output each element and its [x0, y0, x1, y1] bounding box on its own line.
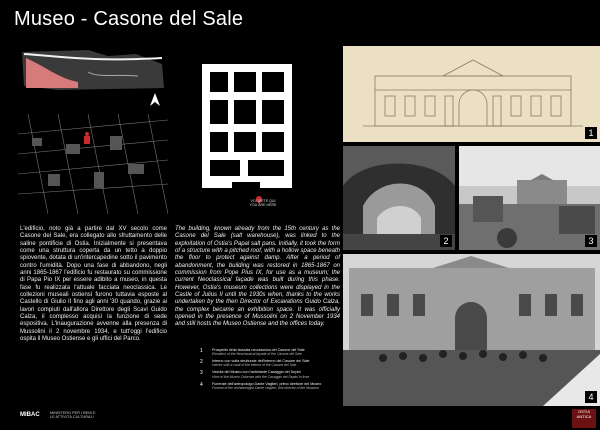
museum-floor-plan	[200, 62, 298, 212]
caption-number: 1	[200, 348, 203, 354]
caption-text-it: Veduta del Museo con l'antistante Casaggio dei Depini	[212, 370, 302, 375]
logo-line: OSTIA	[577, 409, 590, 414]
north-arrow-icon	[148, 92, 162, 108]
caption-number: 3	[200, 370, 203, 377]
caption-number: 4	[200, 381, 203, 388]
regional-map	[18, 48, 166, 92]
caption-3	[200, 370, 350, 378]
mibac-logo: MIBAC	[20, 412, 40, 418]
photo-badge: 1	[585, 127, 597, 139]
caption-text-en: View of the Museo Ostiense with the Casaggio dei Depini in front	[212, 374, 310, 379]
caption-text-it: Interno con volta strutturale dell'interno del Casone del Sale	[212, 359, 310, 364]
caption-text-en: Elevation of the Neoclassical façade of the Casone del Sale	[212, 352, 302, 357]
ministry-label: MINISTERO PER I BENI E LE ATTIVITÀ CULTURALI	[50, 411, 96, 420]
description-italian: L'edificio, noto già a partire dal XV secolo come Casone del Sale, era collegato allo sfruttamento delle saline pontificie di Ostia. Inizialmente si presentava come una struttura coperta da un tetto a doppio spiovente, dotata di un'intercapedine sotto il pavimento contro l'umidità. Dopo una fase di abbandono, negli anni 1865-1867 l'edificio fu restaurato su commissione di Papa Pio IX per essere adibito a museo, in questa fase fu realizzata l'attuale facciata neoclassica. Le collezioni museali ostiensi furono tuttavia esposte al Castello di Giulio II fino agli anni '30 quando, grazie ai lavori compiuti dall'allora Direttore degli Scavi Guido Calza, il complesso acquisì la funzione di sede espositiva. L'inaugurazione avvenne alla presenza di Mussolini il 2 novembre 1934, e tutt'oggi l'edificio ospita il Museo Ostiense e gli uffici del Parco.	[20, 226, 167, 343]
you-are-here-label: VOI SIETE QUI YOU ARE HERE	[249, 199, 277, 208]
photo-funeral-procession	[343, 254, 600, 406]
ostia-antica-logo	[572, 409, 596, 428]
description-english: The building, known already from the 15th century as the Casone del Sale (salt warehouse), was linked to the exploitation of Ostia's Papal salt pans. Initially, it took the form of a structure with a pitched roof, with a hollow space beneath the floor to protect against damp. After a period of abandonment, the building was restored in 1865-1867 on commission from Pope Pius IX, for use as a museum; the current Neoclassical façade was built during this phase. However, Ostia's museum collections were displayed in the Castle of Julius II until the 1930s when, thanks to the works undertaken by the then Director of Excavations Guido Calza, the complex became an exhibition space. It was officially opened in the presence of Mussolini on 2 November 1934 and still hosts the Museo Ostiense and the offices today.	[175, 226, 340, 328]
photo-badge: 2	[440, 235, 452, 247]
caption-text-en: Interior with a vault of the interior of the Casone del Sale	[212, 363, 297, 368]
photo-badge: 4	[585, 391, 597, 403]
logo-line: ANTICA	[576, 414, 592, 419]
caption-text-en: Funeral of the archaeologist Dante Vaglieri, first director of the Museum	[212, 385, 320, 390]
photo-museum-view	[459, 146, 600, 250]
caption-4	[200, 382, 350, 390]
caption-text-it: Funerale dell'antropologo Dante Vaglieri, primo direttore del Museo	[212, 381, 322, 386]
caption-2	[200, 359, 350, 367]
photo-captions	[200, 348, 350, 393]
site-map	[18, 114, 170, 214]
photo-interior-vault	[343, 146, 455, 250]
photo-facade-elevation	[343, 46, 600, 142]
caption-text-it: Prospetto della facciata neoclassica del Casone del Sale	[212, 348, 305, 352]
page-title: Museo - Casone del Sale	[14, 8, 244, 30]
photo-badge: 3	[585, 235, 597, 247]
caption-number: 2	[200, 359, 203, 366]
caption-1	[200, 348, 350, 356]
